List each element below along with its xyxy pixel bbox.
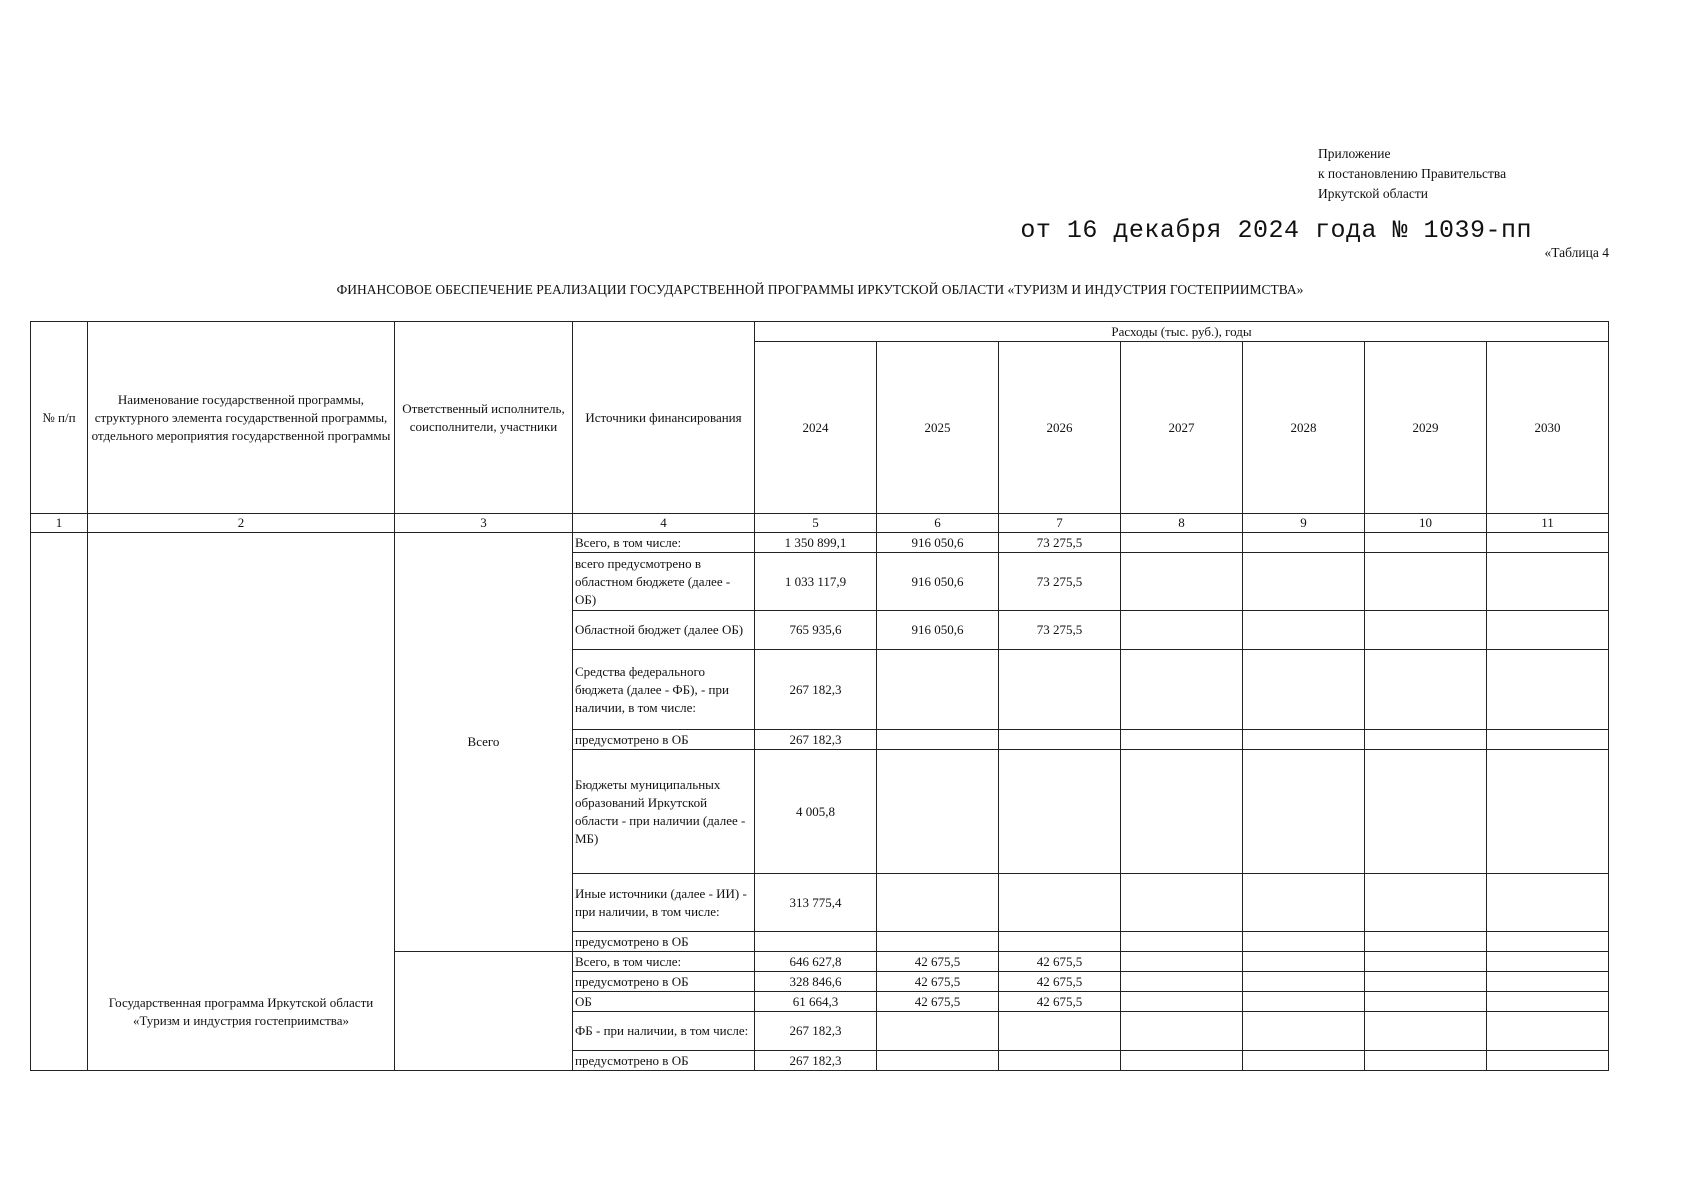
value-cell — [999, 1051, 1121, 1071]
source-cell: предусмотрено в ОБ — [573, 1051, 755, 1071]
value-cell — [1365, 611, 1487, 650]
value-cell: 42 675,5 — [877, 992, 999, 1012]
value-cell — [1243, 553, 1365, 611]
value-cell — [1487, 750, 1609, 874]
value-cell — [1487, 972, 1609, 992]
value-cell: 42 675,5 — [999, 952, 1121, 972]
value-cell — [877, 932, 999, 952]
value-cell — [1243, 750, 1365, 874]
value-cell: 42 675,5 — [877, 972, 999, 992]
value-cell: 646 627,8 — [755, 952, 877, 972]
appendix-block — [1318, 144, 1506, 204]
value-cell: 1 350 899,1 — [755, 533, 877, 553]
value-cell: 42 675,5 — [999, 972, 1121, 992]
value-cell — [1365, 992, 1487, 1012]
column-number: 6 — [877, 514, 999, 533]
value-cell: 73 275,5 — [999, 553, 1121, 611]
value-cell — [1121, 992, 1243, 1012]
value-cell: 61 664,3 — [755, 992, 877, 1012]
source-cell: Бюджеты муниципальных образований Иркутской области - при наличии (далее - МБ) — [573, 750, 755, 874]
column-number: 8 — [1121, 514, 1243, 533]
value-cell — [1121, 611, 1243, 650]
value-cell: 916 050,6 — [877, 553, 999, 611]
value-cell: 313 775,4 — [755, 874, 877, 932]
value-cell — [1121, 533, 1243, 553]
column-number: 5 — [755, 514, 877, 533]
value-cell — [1487, 932, 1609, 952]
value-cell — [1243, 533, 1365, 553]
value-cell — [1121, 650, 1243, 730]
value-cell — [1365, 750, 1487, 874]
source-cell: предусмотрено в ОБ — [573, 932, 755, 952]
source-cell: предусмотрено в ОБ — [573, 730, 755, 750]
value-cell: 267 182,3 — [755, 1012, 877, 1051]
value-cell — [999, 932, 1121, 952]
value-cell — [1243, 1051, 1365, 1071]
header-sources: Источники финансирования — [573, 322, 755, 514]
source-cell: предусмотрено в ОБ — [573, 972, 755, 992]
column-number: 3 — [395, 514, 573, 533]
appendix-line-2: к постановлению Правительства — [1318, 166, 1507, 181]
column-number: 2 — [88, 514, 395, 533]
value-cell — [1487, 553, 1609, 611]
header-year: 2027 — [1121, 342, 1243, 514]
value-cell: 42 675,5 — [999, 992, 1121, 1012]
financing-table — [30, 321, 1609, 1071]
value-cell — [1243, 972, 1365, 992]
document-title: ФИНАНСОВОЕ ОБЕСПЕЧЕНИЕ РЕАЛИЗАЦИИ ГОСУДАРСТВЕННОЙ ПРОГРАММЫ ИРКУТСКОЙ ОБЛАСТИ «ТУРИЗМ И ИНДУСТРИЯ ГОСТЕПРИИМСТВА» — [336, 282, 1304, 297]
value-cell — [1121, 553, 1243, 611]
source-cell: Областной бюджет (далее ОБ) — [573, 611, 755, 650]
value-cell — [999, 730, 1121, 750]
value-cell — [1365, 972, 1487, 992]
value-cell — [1243, 650, 1365, 730]
column-number: 9 — [1243, 514, 1365, 533]
value-cell — [1365, 730, 1487, 750]
value-cell — [1365, 932, 1487, 952]
value-cell — [755, 932, 877, 952]
value-cell — [877, 750, 999, 874]
value-cell — [1243, 952, 1365, 972]
value-cell: 328 846,6 — [755, 972, 877, 992]
source-cell: Всего, в том числе: — [573, 533, 755, 553]
header-num: № п/п — [31, 322, 88, 514]
header-name: Наименование государственной программы, структурного элемента государственной программы, отдельного мероприятия государственной программы — [88, 322, 395, 514]
value-cell — [1243, 932, 1365, 952]
value-cell — [1487, 952, 1609, 972]
header-year: 2028 — [1243, 342, 1365, 514]
row-number-cell — [31, 533, 88, 1071]
column-number: 4 — [573, 514, 755, 533]
value-cell — [1121, 874, 1243, 932]
header-year: 2030 — [1487, 342, 1609, 514]
value-cell: 4 005,8 — [755, 750, 877, 874]
value-cell: 916 050,6 — [877, 533, 999, 553]
appendix-line-3: Иркутской области — [1318, 186, 1429, 201]
program-name-cell: Государственная программа Иркутской области «Туризм и индустрия гостеприимства» — [88, 533, 395, 1071]
value-cell — [1487, 650, 1609, 730]
value-cell — [1487, 874, 1609, 932]
header-expenses: Расходы (тыс. руб.), годы — [755, 322, 1609, 342]
value-cell — [1365, 533, 1487, 553]
decree-date-number: от 16 декабря 2024 года № 1039-пп — [1020, 216, 1532, 245]
value-cell — [999, 874, 1121, 932]
value-cell: 267 182,3 — [755, 730, 877, 750]
column-number: 7 — [999, 514, 1121, 533]
value-cell — [1243, 611, 1365, 650]
executor-cell: Всего — [395, 533, 573, 952]
value-cell — [877, 1012, 999, 1051]
value-cell — [1121, 932, 1243, 952]
value-cell: 73 275,5 — [999, 533, 1121, 553]
value-cell: 267 182,3 — [755, 650, 877, 730]
value-cell — [1243, 992, 1365, 1012]
source-cell: Средства федерального бюджета (далее - ФБ), - при наличии, в том числе: — [573, 650, 755, 730]
column-number: 1 — [31, 514, 88, 533]
value-cell — [1121, 730, 1243, 750]
value-cell — [999, 750, 1121, 874]
value-cell — [877, 730, 999, 750]
value-cell — [1121, 1051, 1243, 1071]
value-cell: 73 275,5 — [999, 611, 1121, 650]
column-number: 11 — [1487, 514, 1609, 533]
value-cell — [1365, 650, 1487, 730]
value-cell — [1121, 972, 1243, 992]
appendix-line-1: Приложение — [1318, 146, 1391, 161]
value-cell — [1487, 533, 1609, 553]
value-cell: 916 050,6 — [877, 611, 999, 650]
value-cell: 1 033 117,9 — [755, 553, 877, 611]
header-year: 2026 — [999, 342, 1121, 514]
column-number: 10 — [1365, 514, 1487, 533]
value-cell — [1243, 1012, 1365, 1051]
executor-cell — [395, 952, 573, 1071]
value-cell — [1487, 1051, 1609, 1071]
header-year: 2029 — [1365, 342, 1487, 514]
source-cell: Всего, в том числе: — [573, 952, 755, 972]
header-year: 2024 — [755, 342, 877, 514]
value-cell — [877, 874, 999, 932]
value-cell — [1121, 750, 1243, 874]
value-cell: 42 675,5 — [877, 952, 999, 972]
value-cell — [1365, 1012, 1487, 1051]
value-cell — [1365, 952, 1487, 972]
value-cell — [1365, 874, 1487, 932]
value-cell — [1121, 1012, 1243, 1051]
value-cell — [877, 1051, 999, 1071]
source-cell: всего предусмотрено в областном бюджете (далее - ОБ) — [573, 553, 755, 611]
table-body — [31, 533, 1609, 1071]
value-cell — [1243, 730, 1365, 750]
value-cell — [999, 1012, 1121, 1051]
value-cell — [1365, 1051, 1487, 1071]
value-cell — [1365, 553, 1487, 611]
table-row — [31, 533, 1609, 553]
value-cell — [999, 650, 1121, 730]
value-cell: 765 935,6 — [755, 611, 877, 650]
value-cell — [1487, 992, 1609, 1012]
value-cell — [1487, 611, 1609, 650]
value-cell — [1487, 1012, 1609, 1051]
value-cell: 267 182,3 — [755, 1051, 877, 1071]
table-number: «Таблица 4 — [1544, 245, 1609, 260]
value-cell — [1243, 874, 1365, 932]
value-cell — [1121, 952, 1243, 972]
value-cell — [877, 650, 999, 730]
source-cell: ОБ — [573, 992, 755, 1012]
header-executor: Ответственный исполнитель, соисполнители, участники — [395, 322, 573, 514]
value-cell — [1487, 730, 1609, 750]
header-year: 2025 — [877, 342, 999, 514]
source-cell: ФБ - при наличии, в том числе: — [573, 1012, 755, 1051]
source-cell: Иные источники (далее - ИИ) - при наличии, в том числе: — [573, 874, 755, 932]
